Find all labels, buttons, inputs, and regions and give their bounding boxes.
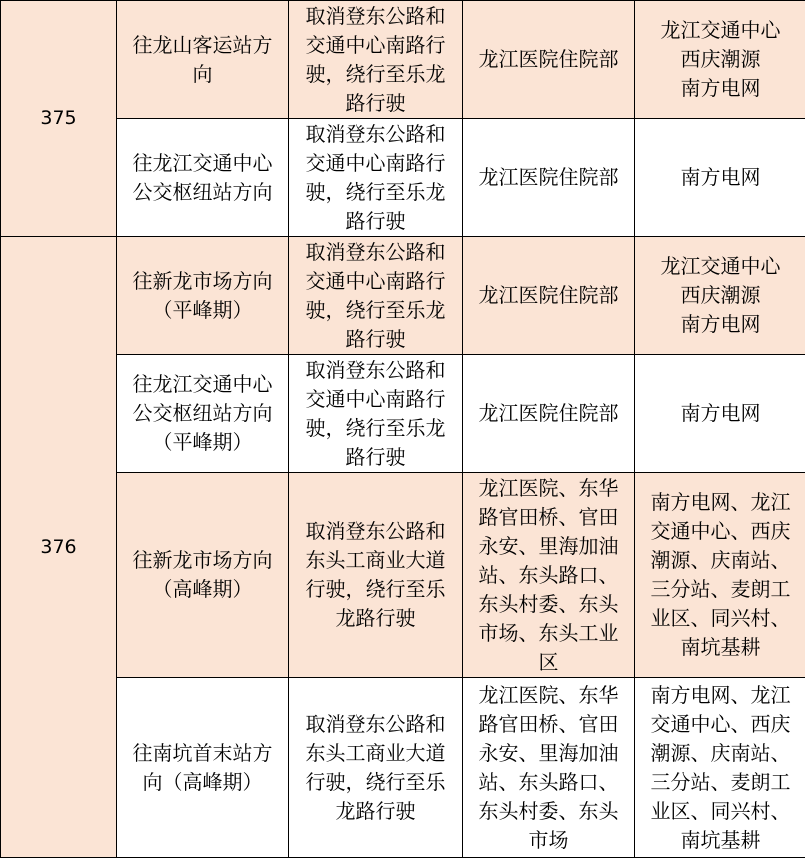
table-row — [1, 237, 805, 355]
added-stops-cell: 龙江医院住院部 — [463, 237, 635, 355]
table-row — [1, 473, 805, 678]
adjustment-cell: 取消登东公路和 东头工商业大道 行驶，绕行至乐 龙路行驶 — [289, 678, 463, 858]
table-body — [1, 1, 805, 858]
adjustment-cell: 取消登东公路和 交通中心南路行 驶，绕行至乐龙 路行驶 — [289, 237, 463, 355]
added-stops-cell: 龙江医院住院部 — [463, 355, 635, 473]
direction-cell: 往龙江交通中心 公交枢纽站方向 （平峰期） — [117, 355, 289, 473]
added-stops-cell: 龙江医院、东华 路官田桥、官田 永安、里海加油 站、东头路口、 东头村委、东头 市场 — [463, 678, 635, 858]
cancelled-stops-cell: 南方电网 — [635, 355, 805, 473]
adjustment-cell: 取消登东公路和 东头工商业大道 行驶，绕行至乐 龙路行驶 — [289, 473, 463, 678]
direction-cell: 往新龙市场方向 （平峰期） — [117, 237, 289, 355]
cancelled-stops-cell: 南方电网、龙江 交通中心、西庆 潮源、庆南站、 三分站、麦朗工 业区、同兴村、 南坑基耕 — [635, 678, 805, 858]
cancelled-stops-cell: 龙江交通中心 西庆潮源 南方电网 — [635, 237, 805, 355]
cancelled-stops-cell: 南方电网、龙江 交通中心、西庆 潮源、庆南站、 三分站、麦朗工 业区、同兴村、 南坑基耕 — [635, 473, 805, 678]
adjustment-cell: 取消登东公路和 交通中心南路行 驶，绕行至乐龙 路行驶 — [289, 119, 463, 237]
direction-cell: 往南坑首末站方 向（高峰期） — [117, 678, 289, 858]
direction-cell: 往新龙市场方向 （高峰期） — [117, 473, 289, 678]
direction-cell: 往龙江交通中心 公交枢纽站方向 — [117, 119, 289, 237]
added-stops-cell: 龙江医院住院部 — [463, 1, 635, 119]
cancelled-stops-cell: 南方电网 — [635, 119, 805, 237]
table-row — [1, 355, 805, 473]
added-stops-cell: 龙江医院、东华 路官田桥、官田 永安、里海加油 站、东头路口、 东头村委、东头 市场、东头工业 区 — [463, 473, 635, 678]
table-row — [1, 1, 805, 119]
adjustment-cell: 取消登东公路和 交通中心南路行 驶，绕行至乐龙 路行驶 — [289, 1, 463, 119]
added-stops-cell: 龙江医院住院部 — [463, 119, 635, 237]
cancelled-stops-cell: 龙江交通中心 西庆潮源 南方电网 — [635, 1, 805, 119]
table-row — [1, 119, 805, 237]
direction-cell: 往龙山客运站方 向 — [117, 1, 289, 119]
adjustment-cell: 取消登东公路和 交通中心南路行 驶，绕行至乐龙 路行驶 — [289, 355, 463, 473]
route-number-cell: 375 — [1, 1, 117, 237]
table-row — [1, 678, 805, 858]
route-number-cell: 376 — [1, 237, 117, 858]
